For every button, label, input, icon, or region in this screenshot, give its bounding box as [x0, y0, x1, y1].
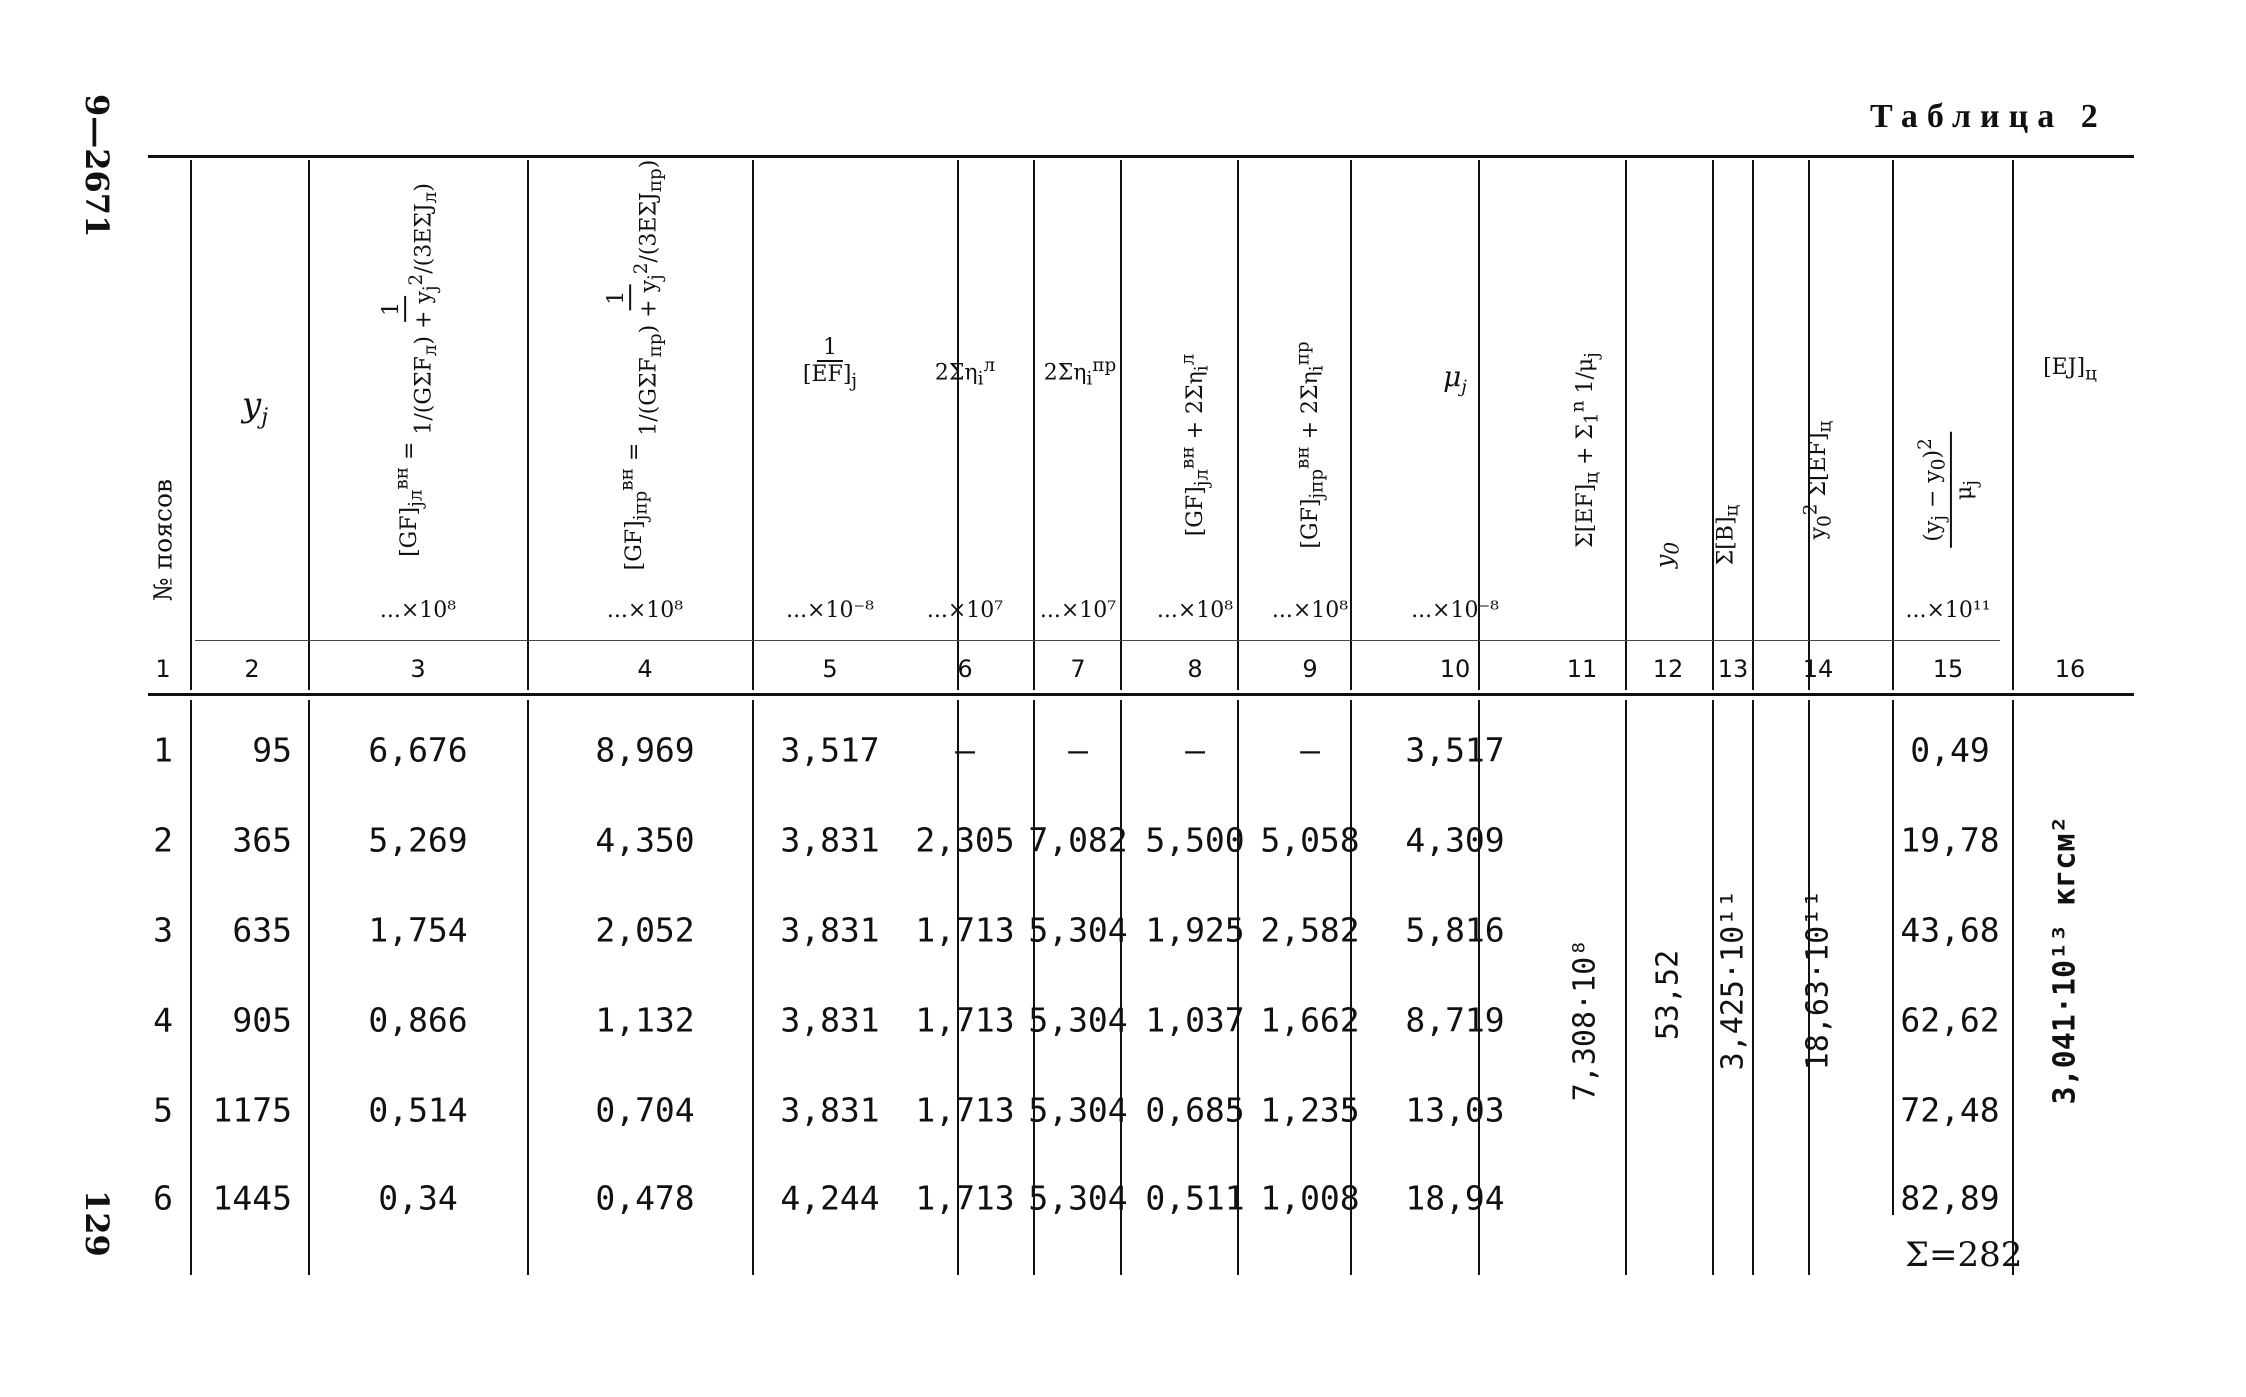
column-divider [1237, 160, 1239, 690]
column-divider-body [308, 700, 310, 1275]
column-divider-body [1712, 700, 1714, 1275]
column-divider [1892, 160, 1894, 690]
table-cell: 43,68 [1900, 910, 2000, 950]
table-cell: 0,685 [1145, 1090, 1245, 1130]
table-cell: 5,269 [368, 820, 468, 860]
table-cell: 2,052 [595, 910, 695, 950]
column-divider [1350, 160, 1352, 690]
col10-header: $\mu_j$ [1443, 360, 1467, 398]
table-cell: 13,03 [1405, 1090, 1505, 1130]
column-divider-body [1892, 700, 1894, 1215]
table-cell: 4,309 [1405, 820, 1505, 860]
column-number-11: 11 [1566, 655, 1598, 683]
table-cell: 635 [232, 910, 292, 950]
table-cell: 8,719 [1405, 1000, 1505, 1040]
table-cell: 5,304 [1028, 1178, 1128, 1218]
col5-header: $\frac{1}{[EF]_j}$ [802, 335, 858, 392]
column-divider [2012, 160, 2014, 690]
column-number-3: 3 [410, 655, 426, 683]
table-cell: 1 [153, 730, 173, 770]
table-cell: 6 [153, 1178, 173, 1218]
column-number-14: 14 [1802, 655, 1834, 683]
table-cell: 905 [232, 1000, 292, 1040]
table-cell: 1,037 [1145, 1000, 1245, 1040]
col1-header: № поясов [148, 478, 178, 602]
col4-header: $[GF]_{jпр}^{вн}$ = 1 $1/(G\Sigma F_{пр}) + y_j^2/(3E\Sigma J_{пр})$ [604, 159, 666, 571]
column-number-1: 1 [155, 655, 171, 683]
table-cell: 1175 [212, 1090, 292, 1130]
table-cell: 5,304 [1028, 1000, 1128, 1040]
table-cell: 1,235 [1260, 1090, 1360, 1130]
table-cell: 1445 [212, 1178, 292, 1218]
table-cell: 0,511 [1145, 1178, 1245, 1218]
column-number-9: 9 [1302, 655, 1318, 683]
column-divider [1752, 160, 1754, 690]
table-cell: 1,713 [915, 910, 1015, 950]
col6-header: $2\Sigma\eta_i^л$ [934, 355, 996, 390]
column-divider-body [1752, 700, 1754, 1275]
table-cell: 0,478 [595, 1178, 695, 1218]
column-divider-body [1625, 700, 1627, 1275]
table-cell: 1,662 [1260, 1000, 1360, 1040]
merged-col13: 3,425·10¹¹ [1715, 889, 1751, 1071]
multiplier-8: ...×10⁸ [1156, 598, 1234, 623]
table-cell: 5,500 [1145, 820, 1245, 860]
column-number-16: 16 [2054, 655, 2086, 683]
multiplier-7: ...×10⁷ [1039, 598, 1117, 623]
table-cell: 0,704 [595, 1090, 695, 1130]
table-cell: 1,925 [1145, 910, 1245, 950]
column-number-13: 13 [1717, 655, 1749, 683]
table-cell: 0,49 [1910, 730, 1990, 770]
column-number-12: 12 [1652, 655, 1684, 683]
multiplier-9: ...×10⁸ [1271, 598, 1349, 623]
column-divider [752, 160, 754, 690]
column-divider [1625, 160, 1627, 690]
table-cell: — [1185, 730, 1205, 770]
table-cell: 95 [252, 730, 292, 770]
table-cell: 4,244 [780, 1178, 880, 1218]
multiplier-3: ...×10⁸ [379, 598, 457, 623]
table-cell: — [1300, 730, 1320, 770]
table-cell: 82,89 [1900, 1178, 2000, 1218]
merged-col11: 7,308·10⁸ [1567, 938, 1603, 1102]
table-cell: 19,78 [1900, 820, 2000, 860]
table-cell: 4 [153, 1000, 173, 1040]
table-cell: 1,713 [915, 1000, 1015, 1040]
table-cell: 3 [153, 910, 173, 950]
table-cell: 3,831 [780, 820, 880, 860]
margin-code: 9—2671 [78, 94, 116, 238]
table-cell: 0,514 [368, 1090, 468, 1130]
table-cell: 1,008 [1260, 1178, 1360, 1218]
column-number-7: 7 [1070, 655, 1086, 683]
column-number-10: 10 [1439, 655, 1471, 683]
multiplier-10: ...×10⁻⁸ [1411, 598, 1499, 623]
column-number-2: 2 [244, 655, 260, 683]
table-cell: 7,082 [1028, 820, 1128, 860]
table-cell: 0,866 [368, 1000, 468, 1040]
table-cell: 2,582 [1260, 910, 1360, 950]
merged-col14: 18,63·10¹¹ [1800, 889, 1836, 1071]
table-cell: 3,517 [780, 730, 880, 770]
table-top-rule [148, 155, 2134, 158]
col12-header: $y_0$ [1650, 541, 1684, 569]
column-divider [1712, 160, 1714, 690]
col14-header: $y_0^2$ $\Sigma[EF]_ц$ [1800, 420, 1836, 540]
table-cell: 365 [232, 820, 292, 860]
column-number-4: 4 [637, 655, 653, 683]
column-number-6: 6 [957, 655, 973, 683]
col8-header: $[GF]_{jл}^{вн} + 2\Sigma\eta_i^л$ [1177, 353, 1213, 537]
table-cell: 2,305 [915, 820, 1015, 860]
col11-header: $\Sigma[EF]_ц + \Sigma_1^n$ $1/\mu_j$ [1567, 352, 1603, 548]
table-cell: — [1068, 730, 1088, 770]
table-cell: 5 [153, 1090, 173, 1130]
col15-header: $(y_j - y_0)^2$ $\mu_j$ [1915, 432, 1981, 548]
merged-col12: 53,52 [1650, 949, 1686, 1041]
header-bottom-rule [148, 693, 2134, 696]
column-number-5: 5 [822, 655, 838, 683]
table-cell: 1,713 [915, 1178, 1015, 1218]
column-number-8: 8 [1187, 655, 1203, 683]
table-cell: 5,304 [1028, 1090, 1128, 1130]
multiplier-5: ...×10⁻⁸ [786, 598, 874, 623]
table-cell: 18,94 [1405, 1178, 1505, 1218]
column-number-15: 15 [1932, 655, 1964, 683]
table-cell: 3,831 [780, 1000, 880, 1040]
sum-value: Σ=282 [1905, 1235, 2023, 1275]
table-cell: 5,304 [1028, 910, 1128, 950]
col13-header: $\Sigma[B]_ц$ [1713, 504, 1743, 566]
table-cell: 5,816 [1405, 910, 1505, 950]
column-divider [1120, 160, 1122, 690]
column-divider [308, 160, 310, 690]
col16-header: $[EJ]_ц$ [2043, 355, 2097, 385]
table-cell: 3,831 [780, 1090, 880, 1130]
multiplier-15: ...×10¹¹ [1905, 598, 1991, 623]
table-cell: 1,132 [595, 1000, 695, 1040]
table-cell: 5,058 [1260, 820, 1360, 860]
table-cell: 6,676 [368, 730, 468, 770]
table-cell: 62,62 [1900, 1000, 2000, 1040]
col3-header: $[GF]_{jл}^{вн}$ = 1 $1/(G\Sigma F_л) + y_j^2/(3E\Sigma J_л)$ [379, 183, 441, 557]
table-cell: 3,517 [1405, 730, 1505, 770]
column-divider-body [2012, 700, 2014, 1275]
table-cell: 3,831 [780, 910, 880, 950]
table-cell: 4,350 [595, 820, 695, 860]
col2-header: $y_j$ [241, 385, 269, 430]
table-cell: 72,48 [1900, 1090, 2000, 1130]
table-cell: 0,34 [378, 1178, 458, 1218]
column-number-rule [195, 640, 2000, 641]
table-cell: 1,713 [915, 1090, 1015, 1130]
column-divider-body [527, 700, 529, 1275]
column-divider [1033, 160, 1035, 690]
merged-col16: 3,041·10¹³ кгсм² [2047, 815, 2083, 1105]
table-cell: 8,969 [595, 730, 695, 770]
multiplier-6: ...×10⁷ [926, 598, 1004, 623]
column-divider-body [752, 700, 754, 1275]
column-divider [527, 160, 529, 690]
table-cell: 1,754 [368, 910, 468, 950]
col7-header: $2\Sigma\eta_i^{пр}$ [1043, 355, 1117, 390]
column-divider [190, 160, 192, 690]
column-divider-body [190, 700, 192, 1275]
col9-header: $[GF]_{jпр}^{вн} + 2\Sigma\eta_i^{пр}$ [1292, 341, 1328, 549]
table-cell: 2 [153, 820, 173, 860]
table-title: Таблица 2 [1870, 98, 2107, 135]
table-cell: — [955, 730, 975, 770]
multiplier-4: ...×10⁸ [606, 598, 684, 623]
